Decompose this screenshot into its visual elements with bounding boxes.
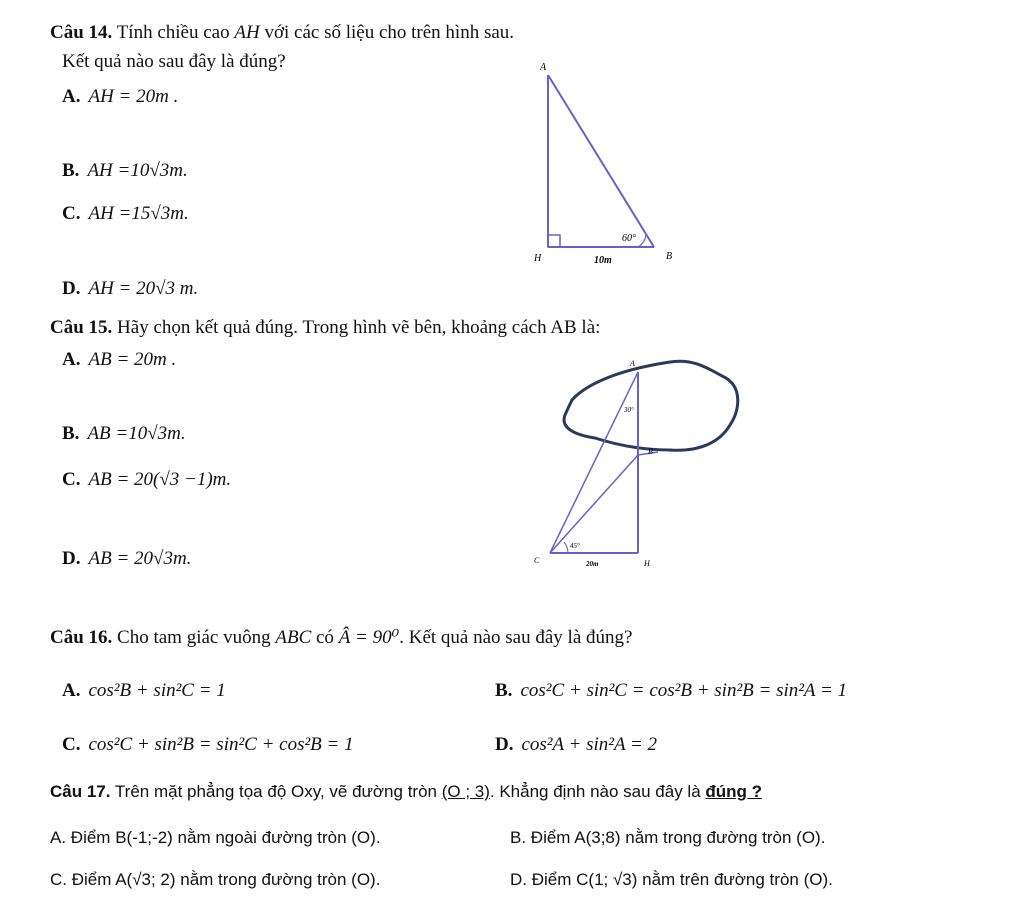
q17-option-a[interactable]: A. Điểm B(-1;-2) nằm ngoài đường tròn (O).: [50, 828, 381, 847]
q15-option-a[interactable]: A. AB = 20m .: [62, 349, 177, 370]
q15-label-h: H: [644, 559, 650, 568]
q14-right-angle-mark: [548, 235, 560, 247]
q14-side-ab: [548, 75, 654, 247]
q17-title: Câu 17. Trên mặt phẳng tọa độ Oxy, vẽ đường tròn (O ; 3). Khẳng định nào sau đây là đúng ?: [50, 782, 763, 801]
q15-lake-outline: [564, 361, 738, 450]
q16-label: Câu 16.: [50, 627, 113, 648]
q14-option-b[interactable]: B. AH =10√3m.: [62, 160, 188, 181]
q15-label-a: A: [630, 359, 635, 368]
q16-option-c[interactable]: C. cos²C + sin²B = sin²C + cos²B = 1: [62, 734, 354, 755]
q15-angle-top-label: 30°: [624, 406, 634, 414]
q15-option-b[interactable]: B. AB =10√3m.: [62, 423, 186, 444]
q14-label-h: H: [534, 253, 542, 264]
q14-angle-label: 60°: [622, 233, 636, 244]
q16-option-a[interactable]: A. cos²B + sin²C = 1: [62, 680, 226, 701]
q15-angle-bottom-label: 45°: [570, 542, 580, 550]
q15-label-b: B: [648, 447, 653, 456]
q14-base-label: 10m: [594, 255, 612, 266]
q16-title: Câu 16. Cho tam giác vuông ABC có Â = 90⁰. Kết quả nào sau đây là đúng?: [50, 627, 633, 648]
q15-option-c[interactable]: C. AB = 20(√3 −1)m.: [62, 469, 232, 490]
q17-option-b[interactable]: B. Điểm A(3;8) nằm trong đường tròn (O).: [510, 828, 826, 847]
q17-label: Câu 17.: [50, 782, 111, 801]
q14-title: Câu 14. Tính chiều cao AH với các số liệu cho trên hình sau.: [50, 22, 515, 43]
q14-angle-arc: [638, 233, 646, 247]
q17-option-c[interactable]: C. Điểm A(√3; 2) nằm trong đường tròn (O).: [50, 870, 381, 889]
q16-option-d[interactable]: D. cos²A + sin²A = 2: [495, 734, 658, 755]
q14-label-b: B: [666, 251, 673, 262]
q16-option-b[interactable]: B. cos²C + sin²C = cos²B + sin²B = sin²A = 1: [495, 680, 848, 701]
q15-title: Câu 15. Hãy chọn kết quả đúng. Trong hình vẽ bên, khoảng cách AB là:: [50, 317, 601, 338]
q14-option-d[interactable]: D. AH = 20√3 m.: [62, 278, 199, 299]
q15-label-c: C: [534, 556, 540, 565]
q14-option-c[interactable]: C. AH =15√3m.: [62, 203, 189, 224]
q15-label: Câu 15.: [50, 317, 113, 338]
q15-line-ca: [550, 372, 638, 553]
q15-angle-arc: [564, 542, 568, 553]
q14-subtitle: Kết quả nào sau đây là đúng?: [62, 51, 286, 72]
q14-label-a: A: [540, 62, 547, 73]
q15-option-d[interactable]: D. AB = 20√3m.: [62, 548, 192, 569]
q17-option-d[interactable]: D. Điểm C(1; √3) nằm trên đường tròn (O).: [510, 870, 833, 889]
q15-base-label: 20m: [586, 560, 599, 568]
q15-figure: [520, 350, 750, 580]
q14-figure: [520, 55, 700, 275]
q14-option-a[interactable]: A. AH = 20m .: [62, 86, 179, 107]
q14-label: Câu 14.: [50, 22, 113, 43]
q15-line-cb: [550, 455, 638, 553]
